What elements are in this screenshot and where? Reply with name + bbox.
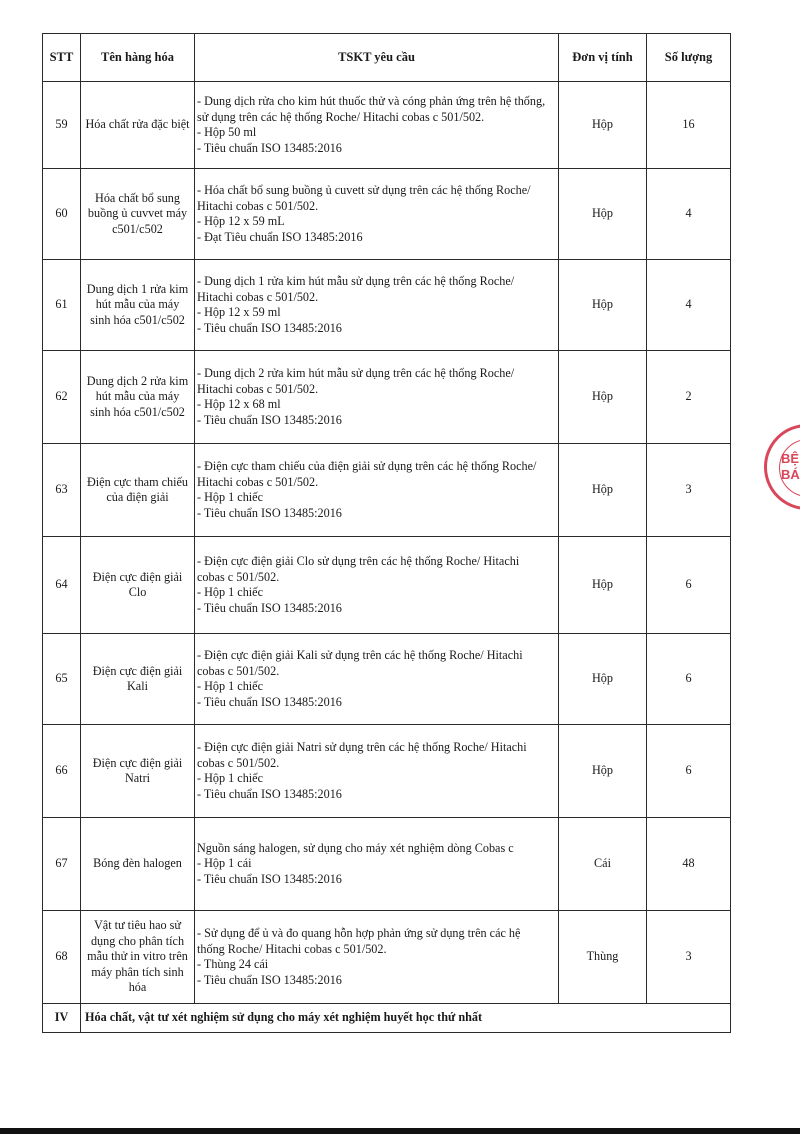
name-line: buồng ủ cuvvet máy — [87, 206, 188, 221]
row-name — [81, 537, 195, 634]
table-row — [43, 818, 731, 911]
spec-line: - Hộp 1 chiếc — [197, 490, 263, 504]
row-qty: 6 — [647, 725, 731, 818]
row-qty: 6 — [647, 634, 731, 725]
name-line: Vật tư tiêu hao sử — [94, 918, 181, 933]
name-line: Điện cực điện giải — [92, 663, 183, 678]
spec-line: Hitachi cobas c 501/502. — [197, 289, 319, 304]
stamp-line: BỆ — [781, 451, 800, 466]
row-name — [81, 82, 195, 169]
spec-line: - Hộp 1 chiếc — [197, 679, 263, 693]
row-qty: 4 — [647, 260, 731, 351]
name-line: c501/c502 — [112, 221, 163, 236]
spec-line: - Thùng 24 cái — [197, 957, 269, 971]
row-unit: Hộp — [559, 725, 647, 818]
row-spec — [195, 911, 559, 1004]
spec-line: - Dung dịch rửa cho kim hút thuốc thử và cóng phản ứng trên hệ thống, — [197, 94, 546, 108]
table-row — [43, 82, 731, 169]
row-stt: 66 — [43, 725, 81, 818]
row-stt: 63 — [43, 444, 81, 537]
header-stt: STT — [43, 34, 81, 82]
row-qty: 3 — [647, 444, 731, 537]
row-unit: Hộp — [559, 82, 647, 169]
spec-line: - Tiêu chuẩn ISO 13485:2016 — [197, 320, 342, 335]
spec-line: - Tiêu chuẩn ISO 13485:2016 — [197, 972, 342, 987]
row-unit: Hộp — [559, 537, 647, 634]
row-stt: 64 — [43, 537, 81, 634]
spec-line: cobas c 501/502. — [197, 755, 280, 770]
name-line: Hóa chất bổ sung — [95, 190, 180, 205]
name-line: Hóa chất rửa đặc biệt — [85, 117, 190, 132]
spec-line: - Hộp 1 chiếc — [197, 771, 263, 785]
row-stt: 65 — [43, 634, 81, 725]
row-unit: Hộp — [559, 169, 647, 260]
spec-line: - Điện cực điện giải Kali sử dụng trên các hệ thống Roche/ Hitachi — [197, 648, 523, 662]
name-line: hóa — [128, 980, 147, 995]
row-unit: Thùng — [559, 911, 647, 1004]
table-row — [43, 634, 731, 725]
name-line: Dung dịch 2 rửa kim — [86, 373, 189, 388]
row-spec — [195, 260, 559, 351]
row-qty: 6 — [647, 537, 731, 634]
name-line: Natri — [124, 771, 151, 785]
table-body — [43, 82, 731, 1033]
table-header-row — [43, 34, 731, 82]
spec-line: Nguồn sáng halogen, sử dụng cho máy xét nghiệm dòng Cobas c — [197, 840, 514, 855]
row-qty: 16 — [647, 82, 731, 169]
table-row — [43, 725, 731, 818]
row-name — [81, 351, 195, 444]
name-line: dụng cho phân tích — [90, 933, 185, 948]
row-name — [81, 634, 195, 725]
row-name — [81, 169, 195, 260]
header-name: Tên hàng hóa — [81, 34, 195, 82]
spec-line: - Dung dịch 2 rửa kim hút mẫu sử dụng trên các hệ thống Roche/ — [197, 366, 515, 380]
spec-line: - Tiêu chuẩn ISO 13485:2016 — [197, 505, 342, 520]
name-line: Dung dịch 1 rửa kim — [86, 281, 189, 296]
spec-line: - Điện cực điện giải Natri sử dụng trên các hệ thống Roche/ Hitachi — [197, 740, 527, 754]
stamp-text — [781, 451, 800, 483]
spec-line: Hitachi cobas c 501/502. — [197, 198, 319, 213]
name-line: hút mẫu của máy — [95, 297, 180, 312]
name-line: Điện cực điện giải — [92, 569, 183, 584]
spec-line: sử dụng trên các hệ thống Roche/ Hitachi cobas c 501/502. — [197, 109, 485, 124]
row-stt: 61 — [43, 260, 81, 351]
row-spec — [195, 537, 559, 634]
name-line: Clo — [128, 585, 147, 599]
spec-line: - Tiêu chuẩn ISO 13485:2016 — [197, 786, 342, 801]
spec-line: cobas c 501/502. — [197, 663, 280, 678]
spec-line: - Dung dịch 1 rửa kim hút mẫu sử dụng trên các hệ thống Roche/ — [197, 274, 515, 288]
name-line: của điện giải — [106, 490, 169, 504]
row-name — [81, 818, 195, 911]
row-spec — [195, 634, 559, 725]
spec-line: - Tiêu chuẩn ISO 13485:2016 — [197, 694, 342, 709]
spec-line: - Điện cực tham chiếu của điện giải sử dụng trên các hệ thống Roche/ — [197, 459, 537, 473]
table-row — [43, 169, 731, 260]
row-qty: 2 — [647, 351, 731, 444]
section-title: Hóa chất, vật tư xét nghiệm sử dụng cho máy xét nghiệm huyết học thứ nhất — [81, 1004, 731, 1033]
row-stt: 59 — [43, 82, 81, 169]
scan-bottom-edge — [0, 1128, 800, 1134]
row-unit: Hộp — [559, 634, 647, 725]
row-name — [81, 911, 195, 1004]
spec-line: - Điện cực điện giải Clo sử dụng trên các hệ thống Roche/ Hitachi — [197, 554, 520, 568]
row-unit: Hộp — [559, 444, 647, 537]
row-stt: 60 — [43, 169, 81, 260]
header-unit: Đơn vị tính — [559, 34, 647, 82]
spec-line: - Hộp 12 x 68 ml — [197, 397, 281, 411]
row-name — [81, 725, 195, 818]
table-row — [43, 537, 731, 634]
spec-line: - Tiêu chuẩn ISO 13485:2016 — [197, 412, 342, 427]
name-line: Bóng đèn halogen — [93, 856, 182, 871]
spec-line: - Tiêu chuẩn ISO 13485:2016 — [197, 871, 342, 886]
table-row — [43, 351, 731, 444]
spec-line: - Sử dụng để ủ và đo quang hỗn hợp phản ứng sử dụng trên các hệ — [197, 926, 521, 940]
name-line: Điện cực tham chiếu — [86, 474, 189, 489]
spec-line: - Hộp 12 x 59 mL — [197, 214, 285, 228]
spec-line: - Đạt Tiêu chuẩn ISO 13485:2016 — [197, 229, 363, 244]
specification-table — [42, 33, 731, 1033]
table-row — [43, 444, 731, 537]
row-name — [81, 260, 195, 351]
spec-line: - Hộp 12 x 59 ml — [197, 305, 281, 319]
stamp-line: BÁ — [781, 467, 800, 482]
row-unit: Hộp — [559, 260, 647, 351]
row-qty: 3 — [647, 911, 731, 1004]
spec-line: Hitachi cobas c 501/502. — [197, 381, 319, 396]
spec-line: - Tiêu chuẩn ISO 13485:2016 — [197, 600, 342, 615]
row-stt: 67 — [43, 818, 81, 911]
row-unit: Cái — [559, 818, 647, 911]
section-number: IV — [43, 1004, 81, 1033]
name-line: mẫu thử in vitro trên — [87, 949, 188, 964]
row-spec — [195, 82, 559, 169]
header-spec: TSKT yêu cầu — [195, 34, 559, 82]
row-spec — [195, 725, 559, 818]
row-spec — [195, 818, 559, 911]
name-line: sinh hóa c501/c502 — [90, 404, 185, 419]
spec-line: - Hộp 1 cái — [197, 856, 252, 871]
spec-line: - Hóa chất bổ sung buồng ủ cuvett sử dụng trên các hệ thống Roche/ — [197, 183, 531, 197]
table-row — [43, 260, 731, 351]
name-line: Kali — [127, 679, 148, 693]
name-line: Điện cực điện giải — [92, 755, 183, 770]
name-line: máy phân tích sinh — [91, 964, 184, 979]
row-stt: 68 — [43, 911, 81, 1004]
red-seal-stamp — [764, 424, 800, 510]
row-spec — [195, 169, 559, 260]
header-qty: Số lượng — [647, 34, 731, 82]
spec-line: Hitachi cobas c 501/502. — [197, 474, 319, 489]
row-spec — [195, 351, 559, 444]
spec-line: - Hộp 50 ml — [197, 125, 257, 139]
table-row — [43, 911, 731, 1004]
row-qty: 4 — [647, 169, 731, 260]
spec-line: - Tiêu chuẩn ISO 13485:2016 — [197, 140, 342, 155]
row-stt: 62 — [43, 351, 81, 444]
spec-line: - Hộp 1 chiếc — [197, 585, 263, 599]
row-unit: Hộp — [559, 351, 647, 444]
row-qty: 48 — [647, 818, 731, 911]
section-row — [43, 1004, 731, 1033]
row-name — [81, 444, 195, 537]
name-line: hút mẫu của máy — [95, 389, 180, 404]
name-line: sinh hóa c501/c502 — [90, 312, 185, 327]
spec-line: cobas c 501/502. — [197, 569, 280, 584]
spec-line: thống Roche/ Hitachi cobas c 501/502. — [197, 941, 387, 956]
row-spec — [195, 444, 559, 537]
